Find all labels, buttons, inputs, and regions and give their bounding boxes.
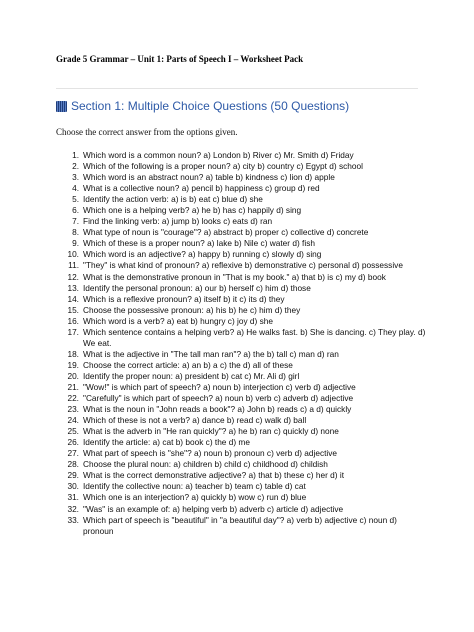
question-number: 24. [67,415,79,426]
question-text: "They" is what kind of pronoun? a) reflexive b) demonstrative c) personal d) possessive [83,260,403,271]
question-text: Identify the article: a) cat b) book c) the d) me [83,437,250,448]
question-item [56,459,426,470]
question-text: Which word is a common noun? a) London b) River c) Mr. Smith d) Friday [83,150,354,160]
section-heading-text: Section 1: Multiple Choice Questions (50 Questions) [71,99,350,113]
question-text: Which of these is a proper noun? a) lake b) Nile c) water d) fish [83,238,315,249]
question-number: 21. [67,381,79,392]
question-item [56,238,426,249]
question-number: 26. [67,437,79,448]
question-number: 18. [67,348,79,359]
question-number: 6. [72,205,79,216]
question-number: 23. [67,404,79,415]
question-item [56,360,426,371]
question-number: 13. [67,282,79,293]
question-text: Which word is a verb? a) eat b) hungry c) joy d) she [83,315,273,326]
question-item [56,216,426,227]
question-text: What is the correct demonstrative adjective? a) that b) these c) her d) it [83,470,345,481]
question-text: Identify the collective noun: a) teacher b) team c) table d) cat [83,481,306,492]
question-text: Which of these is not a verb? a) dance b) read c) walk d) ball [83,415,307,426]
question-item [56,161,426,172]
question-number: 11. [68,260,79,271]
question-item [56,194,426,205]
question-text: What type of noun is "courage"? a) abstract b) proper c) collective d) concrete [83,227,369,238]
question-text: What is a collective noun? a) pencil b) happiness c) group d) red [83,183,320,194]
question-number: 3. [72,172,79,183]
question-number: 5. [72,194,79,205]
question-text: "Wow!" is which part of speech? a) noun b) interjection c) verb d) adjective [83,381,356,392]
question-item [56,183,426,194]
question-item [56,172,426,183]
question-text: Which one is a helping verb? a) he b) has c) happily d) sing [83,205,302,216]
question-item [56,260,426,271]
question-item [56,294,426,305]
question-text: Identify the personal pronoun: a) our b) herself c) him d) those [83,282,311,293]
question-text: Choose the possessive pronoun: a) his b) he c) him d) they [83,304,301,315]
question-item [56,481,426,492]
question-item [56,327,426,349]
question-text: Which is a reflexive pronoun? a) itself b) it c) its d) they [83,293,285,304]
question-item [56,437,426,448]
question-number: 28. [67,459,79,470]
divider-line [56,88,418,89]
question-item [56,283,426,294]
question-item [56,492,426,503]
question-number: 33. [67,514,79,525]
bar-chart-icon [56,101,67,112]
question-text: Which of the following is a proper noun? a) city b) country c) Egypt d) school [83,161,363,172]
question-text: Identify the proper noun: a) president b) cat c) Mr. Ali d) girl [83,370,300,381]
question-item [56,349,426,360]
question-item [56,393,426,404]
instructions-text: Choose the correct answer from the options given. [56,127,238,137]
question-item [56,515,426,537]
question-item [56,504,426,515]
question-item [56,404,426,415]
question-number: 15. [67,304,79,315]
question-item [56,305,426,316]
question-number: 10. [67,249,79,260]
question-text: What is the adverb in "He ran quickly"? a) he b) ran c) quickly d) none [83,426,339,437]
question-item [56,227,426,238]
question-text: Which one is an interjection? a) quickly b) wow c) run d) blue [83,492,307,503]
question-list [56,150,426,537]
question-item [56,415,426,426]
question-item [56,249,426,260]
question-item [56,448,426,459]
question-text: What is the adjective in "The tall man ran"? a) the b) tall c) man d) ran [83,348,339,359]
question-text: Identify the action verb: a) is b) eat c) blue d) she [83,194,263,205]
question-text: What is the noun in "John reads a book"? a) John b) reads c) a d) quickly [83,404,352,415]
question-item [56,272,426,283]
question-text: Choose the correct article: a) an b) a c) the d) all of these [83,359,293,370]
question-text: "Carefully" is which part of speech? a) noun b) verb c) adverb d) adjective [83,393,354,404]
question-number: 9. [72,238,79,249]
question-number: 14. [67,293,79,304]
question-number: 8. [72,227,79,238]
worksheet-title: Grade 5 Grammar – Unit 1: Parts of Speech I – Worksheet Pack [56,54,304,64]
question-text: Which word is an adjective? a) happy b) running c) slowly d) sing [83,249,322,260]
question-number: 17. [67,326,79,337]
question-number: 12. [67,271,79,282]
question-text: Choose the plural noun: a) children b) child c) childhood d) childish [83,459,328,470]
question-number: 19. [67,359,79,370]
question-number: 25. [67,426,79,437]
question-number: 22. [67,393,79,404]
question-item [56,316,426,327]
question-number: 16. [67,315,79,326]
question-text: What part of speech is "she"? a) noun b) pronoun c) verb d) adjective [83,448,338,459]
question-item [56,150,426,161]
question-item [56,205,426,216]
question-number: 7. [72,216,79,227]
question-item [56,426,426,437]
question-number: 27. [67,448,79,459]
question-number: 4. [72,183,79,194]
question-text: Which part of speech is "beautiful" in "a beautiful day"? a) verb b) adjective c) noun d) pronoun [83,514,397,536]
question-text: Find the linking verb: a) jump b) looks c) eats d) ran [83,216,273,227]
section-heading [56,98,349,114]
question-number: 1. [72,150,79,160]
question-number: 32. [67,503,79,514]
question-text: Which sentence contains a helping verb? a) He walks fast. b) She is dancing. c) They play. d) We eat. [83,326,426,348]
question-number: 29. [67,470,79,481]
question-number: 2. [72,161,79,172]
question-number: 30. [67,481,79,492]
question-item [56,382,426,393]
question-text: What is the demonstrative pronoun in "That is my book." a) that b) is c) my d) book [83,271,386,282]
question-number: 20. [67,370,79,381]
question-text: Which word is an abstract noun? a) table b) kindness c) lion d) apple [83,172,335,183]
question-item [56,371,426,382]
question-number: 31. [67,492,79,503]
question-item [56,470,426,481]
question-text: "Was" is an example of: a) helping verb b) adverb c) article d) adjective [83,503,344,514]
